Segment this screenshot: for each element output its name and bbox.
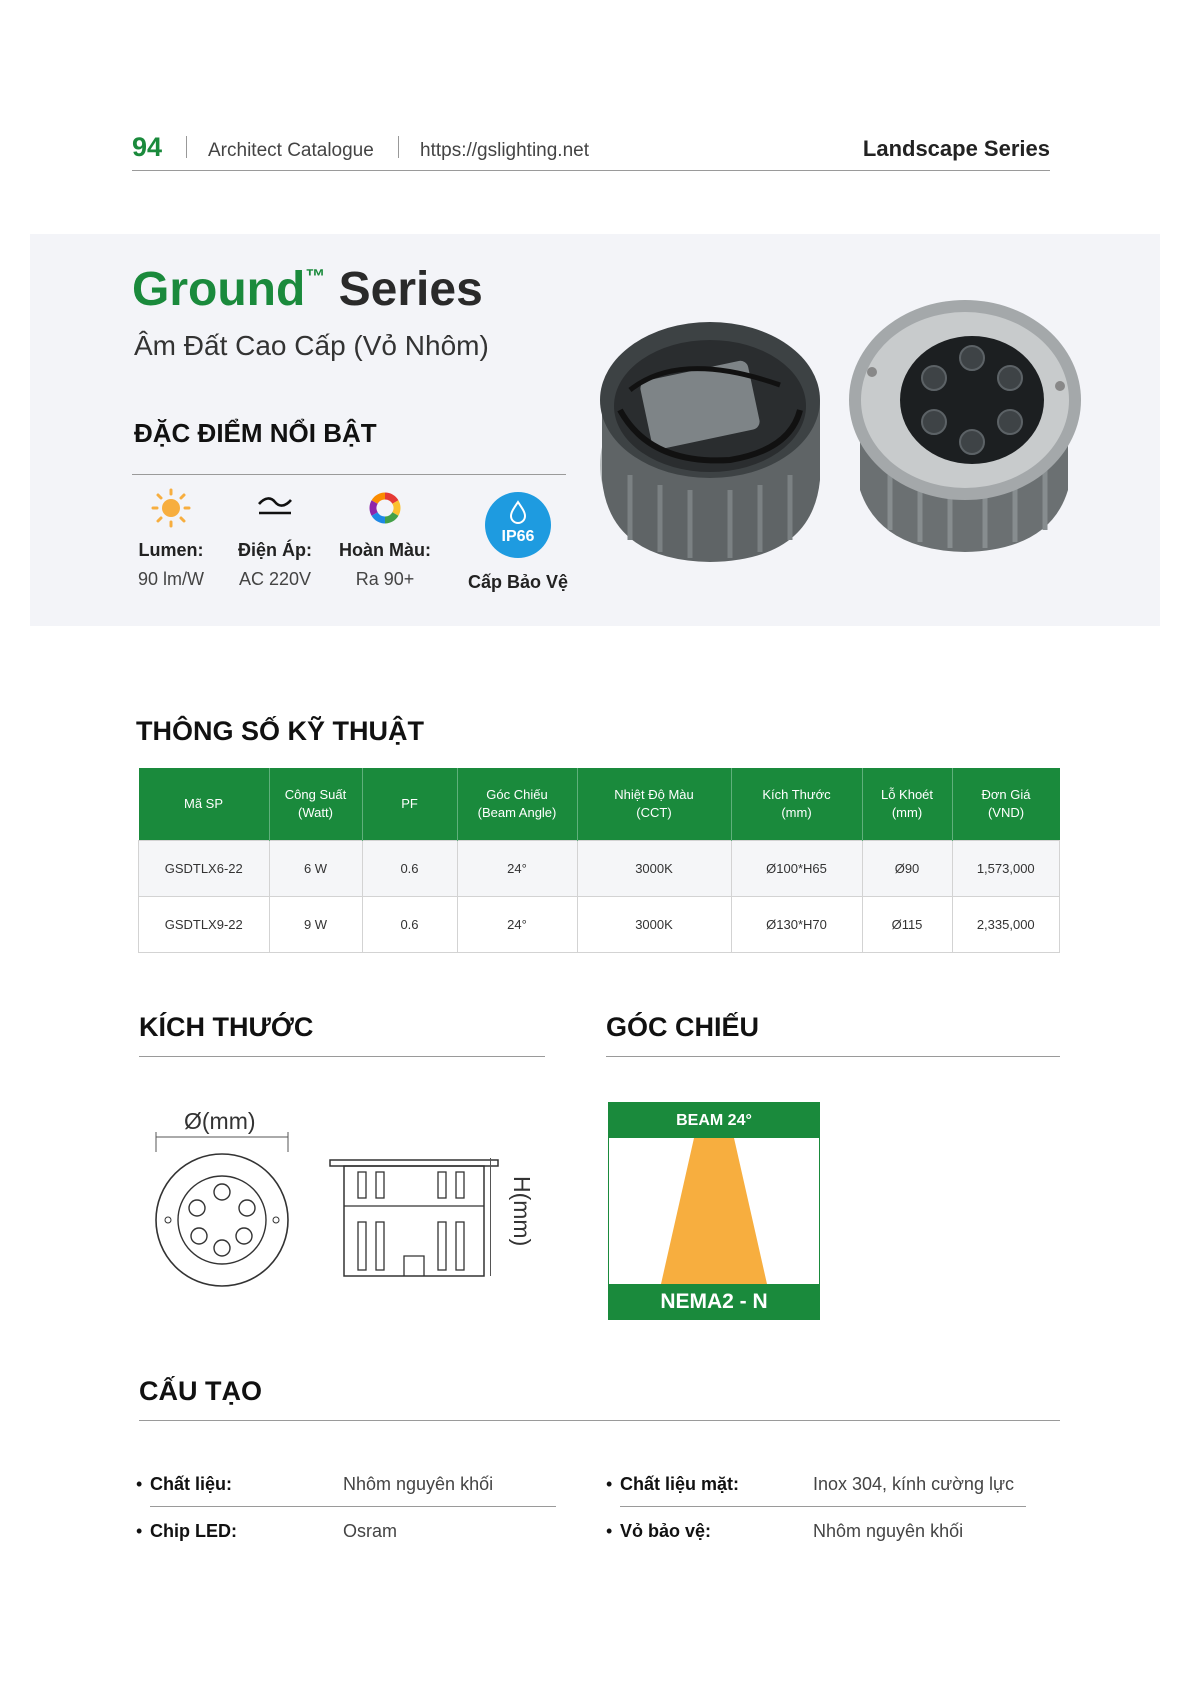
table-cell: Ø90 [862, 841, 952, 897]
spec-table [138, 768, 1060, 953]
beam-heading: GÓC CHIẾU [606, 1012, 760, 1042]
title-series: Series [338, 263, 483, 316]
nema-label: NEMA2 - N [609, 1284, 819, 1319]
feature-label: Hoàn Màu: [339, 540, 431, 560]
table-cell: GSDTLX9-22 [139, 897, 270, 953]
col-header: Nhiệt Độ Màu (CCT) [577, 768, 731, 841]
feature-label: Điện Áp: [238, 540, 312, 560]
features-rule [132, 474, 566, 475]
trademark-symbol: ™ [305, 266, 326, 288]
construction-label: Chất liệu mặt: [620, 1474, 740, 1494]
col-header: Mã SP [139, 768, 270, 841]
bullet: • [606, 1521, 613, 1541]
ip-badge-text: IP66 [501, 528, 535, 545]
construction-value: Osram [343, 1521, 397, 1541]
feature-ip-rating [458, 492, 578, 593]
table-cell: 0.6 [362, 897, 457, 953]
header-divider [398, 136, 399, 158]
table-cell: 1,573,000 [952, 841, 1060, 897]
col-header: PF [362, 768, 457, 841]
beam-rule [606, 1056, 1060, 1057]
construction-label: Vỏ bảo vệ: [620, 1521, 712, 1541]
table-cell: 24° [457, 841, 577, 897]
feature-value: AC 220V [238, 569, 312, 589]
bullet: • [606, 1474, 613, 1494]
construction-label: Chip LED: [150, 1521, 237, 1541]
col-header: Công Suất (Watt) [269, 768, 362, 841]
construction-value: Nhôm nguyên khối [343, 1474, 494, 1494]
table-header-row [139, 768, 1060, 841]
height-label: H(mm) [509, 1176, 535, 1247]
feature-label: Lumen: [138, 540, 204, 560]
table-row [139, 897, 1060, 953]
diameter-label: Ø(mm) [184, 1108, 256, 1134]
dimensions-rule [139, 1056, 545, 1057]
catalogue-title: Architect Catalogue [208, 140, 374, 161]
table-cell: Ø115 [862, 897, 952, 953]
feature-value: Ra 90+ [355, 569, 415, 589]
row-divider [620, 1506, 1026, 1507]
table-cell: 3000K [577, 897, 731, 953]
series-label: Landscape Series [862, 136, 1050, 161]
col-header: Góc Chiếu (Beam Angle) [457, 768, 577, 841]
table-cell: 3000K [577, 841, 731, 897]
top-view-drawing [148, 1132, 298, 1292]
height-dimension-line [490, 1158, 491, 1276]
product-title [132, 262, 483, 317]
construction-label: Chất liệu: [150, 1474, 233, 1494]
feature-label: Cấp Bảo Vệ [467, 572, 569, 592]
construction-value: Inox 304, kính cường lực [813, 1474, 1015, 1494]
table-row [139, 841, 1060, 897]
housing-open-image [600, 322, 820, 562]
dimensions-heading: KÍCH THƯỚC [139, 1012, 314, 1042]
water-drop-icon [507, 500, 529, 524]
construction-value: Nhôm nguyên khối [813, 1521, 964, 1541]
side-view-drawing [328, 1158, 504, 1278]
product-subtitle: Âm Đất Cao Cấp (Vỏ Nhôm) [134, 330, 489, 361]
features-heading: ĐẶC ĐIỂM NỔI BẬT [134, 418, 377, 448]
table-cell: 0.6 [362, 841, 457, 897]
specs-heading: THÔNG SỐ KỸ THUẬT [136, 716, 424, 746]
col-header: Kích Thước (mm) [731, 768, 862, 841]
row-divider [150, 1506, 556, 1507]
beam-diagram [608, 1102, 820, 1320]
title-brand: Ground [132, 263, 306, 316]
ac-wave-icon [255, 493, 295, 523]
housing-closed-image [849, 300, 1081, 552]
feature-lumen [116, 486, 226, 590]
website-link[interactable]: https://gslighting.net [420, 140, 589, 161]
page-number: 94 [132, 132, 163, 162]
header-rule [132, 170, 1050, 171]
table-cell: Ø130*H70 [731, 897, 862, 953]
table-cell: GSDTLX6-22 [139, 841, 270, 897]
table-cell: 6 W [269, 841, 362, 897]
ip-badge [485, 492, 551, 558]
feature-cri [330, 486, 440, 590]
feature-voltage [220, 486, 330, 590]
table-cell: 9 W [269, 897, 362, 953]
table-cell: 2,335,000 [952, 897, 1060, 953]
sun-icon [151, 488, 191, 528]
construction-heading: CẤU TẠO [139, 1376, 262, 1406]
header-divider [186, 136, 187, 158]
col-header: Đơn Giá (VND) [952, 768, 1060, 841]
bullet: • [136, 1521, 143, 1541]
bullet: • [136, 1474, 143, 1494]
color-wheel-icon [368, 491, 402, 525]
feature-value: 90 lm/W [137, 569, 204, 589]
beam-cone [609, 1138, 819, 1284]
product-photo [590, 290, 1090, 580]
table-cell: Ø100*H65 [731, 841, 862, 897]
beam-angle-label: BEAM 24° [609, 1103, 819, 1138]
col-header: Lỗ Khoét (mm) [862, 768, 952, 841]
construction-rule [139, 1420, 1060, 1421]
table-cell: 24° [457, 897, 577, 953]
